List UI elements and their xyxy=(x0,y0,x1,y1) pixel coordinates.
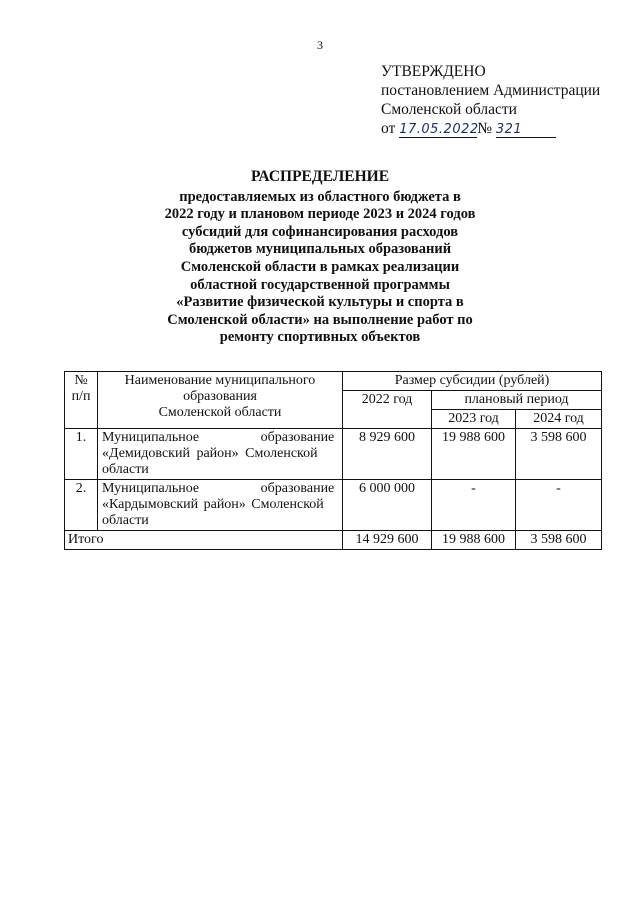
row-name xyxy=(98,480,343,531)
total-2024: 3 598 600 xyxy=(516,531,602,550)
header-name-line: Смоленской области xyxy=(158,405,282,420)
approval-line-2: Смоленской области xyxy=(381,101,517,118)
header-num-line: № xyxy=(74,373,88,388)
row-2024: 3 598 600 xyxy=(516,429,602,480)
row-name xyxy=(98,429,343,480)
header-num-line: п/п xyxy=(71,389,91,404)
header-2023: 2023 год xyxy=(432,410,516,429)
handwritten-number: 321 xyxy=(495,122,523,137)
approval-stamp xyxy=(381,62,600,138)
row-2023: - xyxy=(432,480,516,531)
header-name xyxy=(98,372,343,429)
subsidy-table xyxy=(64,371,602,550)
title-line: Смоленской области» на выполнение работ по xyxy=(167,311,473,328)
row-name-line: «Кардымовский район» Смоленской xyxy=(102,497,324,512)
title-line: 2022 году и плановом периоде 2023 и 2024 годов xyxy=(164,206,476,223)
number-prefix: № xyxy=(477,120,492,137)
header-num xyxy=(65,372,98,429)
table-row xyxy=(65,480,602,531)
title-line: «Развитие физической культуры и спорта в xyxy=(176,294,464,311)
header-name-line: Наименование муниципального xyxy=(124,373,316,388)
approval-date-line xyxy=(381,119,600,138)
number-field xyxy=(496,121,556,138)
total-row xyxy=(65,531,602,550)
title-line: бюджетов муниципальных образований xyxy=(188,241,452,258)
approval-title: УТВЕРЖДЕНО xyxy=(381,63,486,80)
row-2024: - xyxy=(516,480,602,531)
row-num: 2. xyxy=(65,480,98,531)
title-line: предоставляемых из областного бюджета в xyxy=(179,188,461,205)
document-title xyxy=(0,168,640,347)
header-2024: 2024 год xyxy=(516,410,602,429)
title-line: субсидий для софинансирования расходов xyxy=(181,223,459,240)
row-name-line xyxy=(102,430,338,446)
row-2022: 6 000 000 xyxy=(343,480,432,531)
row-2022: 8 929 600 xyxy=(343,429,432,480)
total-2022: 14 929 600 xyxy=(343,531,432,550)
header-subsidy: Размер субсидии (рублей) xyxy=(343,372,602,391)
title-line: ремонту спортивных объектов xyxy=(219,329,421,346)
total-2023: 19 988 600 xyxy=(432,531,516,550)
row-2023: 19 988 600 xyxy=(432,429,516,480)
row-name-line xyxy=(102,481,338,497)
title-line: областной государственной программы xyxy=(190,276,450,293)
table-header-row xyxy=(65,372,602,391)
title-line: Смоленской области в рамках реализации xyxy=(180,258,460,275)
date-prefix: от xyxy=(381,120,396,137)
approval-line-1: постановлением Администрации xyxy=(381,82,601,99)
header-planned: плановый период xyxy=(432,391,602,410)
row-name-line: «Демидовский район» Смоленской xyxy=(102,446,318,461)
row-name-text: Муниципальное образование xyxy=(102,430,335,445)
row-name-line: области xyxy=(102,462,149,477)
handwritten-date: 17.05.2022 xyxy=(399,122,479,137)
page-number: 3 xyxy=(317,38,323,52)
row-num: 1. xyxy=(65,429,98,480)
title-heading: РАСПРЕДЕЛЕНИЕ xyxy=(250,168,390,185)
header-name-line: образования xyxy=(183,389,257,404)
row-name-text: Муниципальное образование xyxy=(102,481,335,496)
header-2022: 2022 год xyxy=(343,391,432,429)
row-name-line: области xyxy=(102,513,149,528)
total-label: Итого xyxy=(65,531,343,550)
date-field xyxy=(399,121,477,138)
table-row xyxy=(65,429,602,480)
